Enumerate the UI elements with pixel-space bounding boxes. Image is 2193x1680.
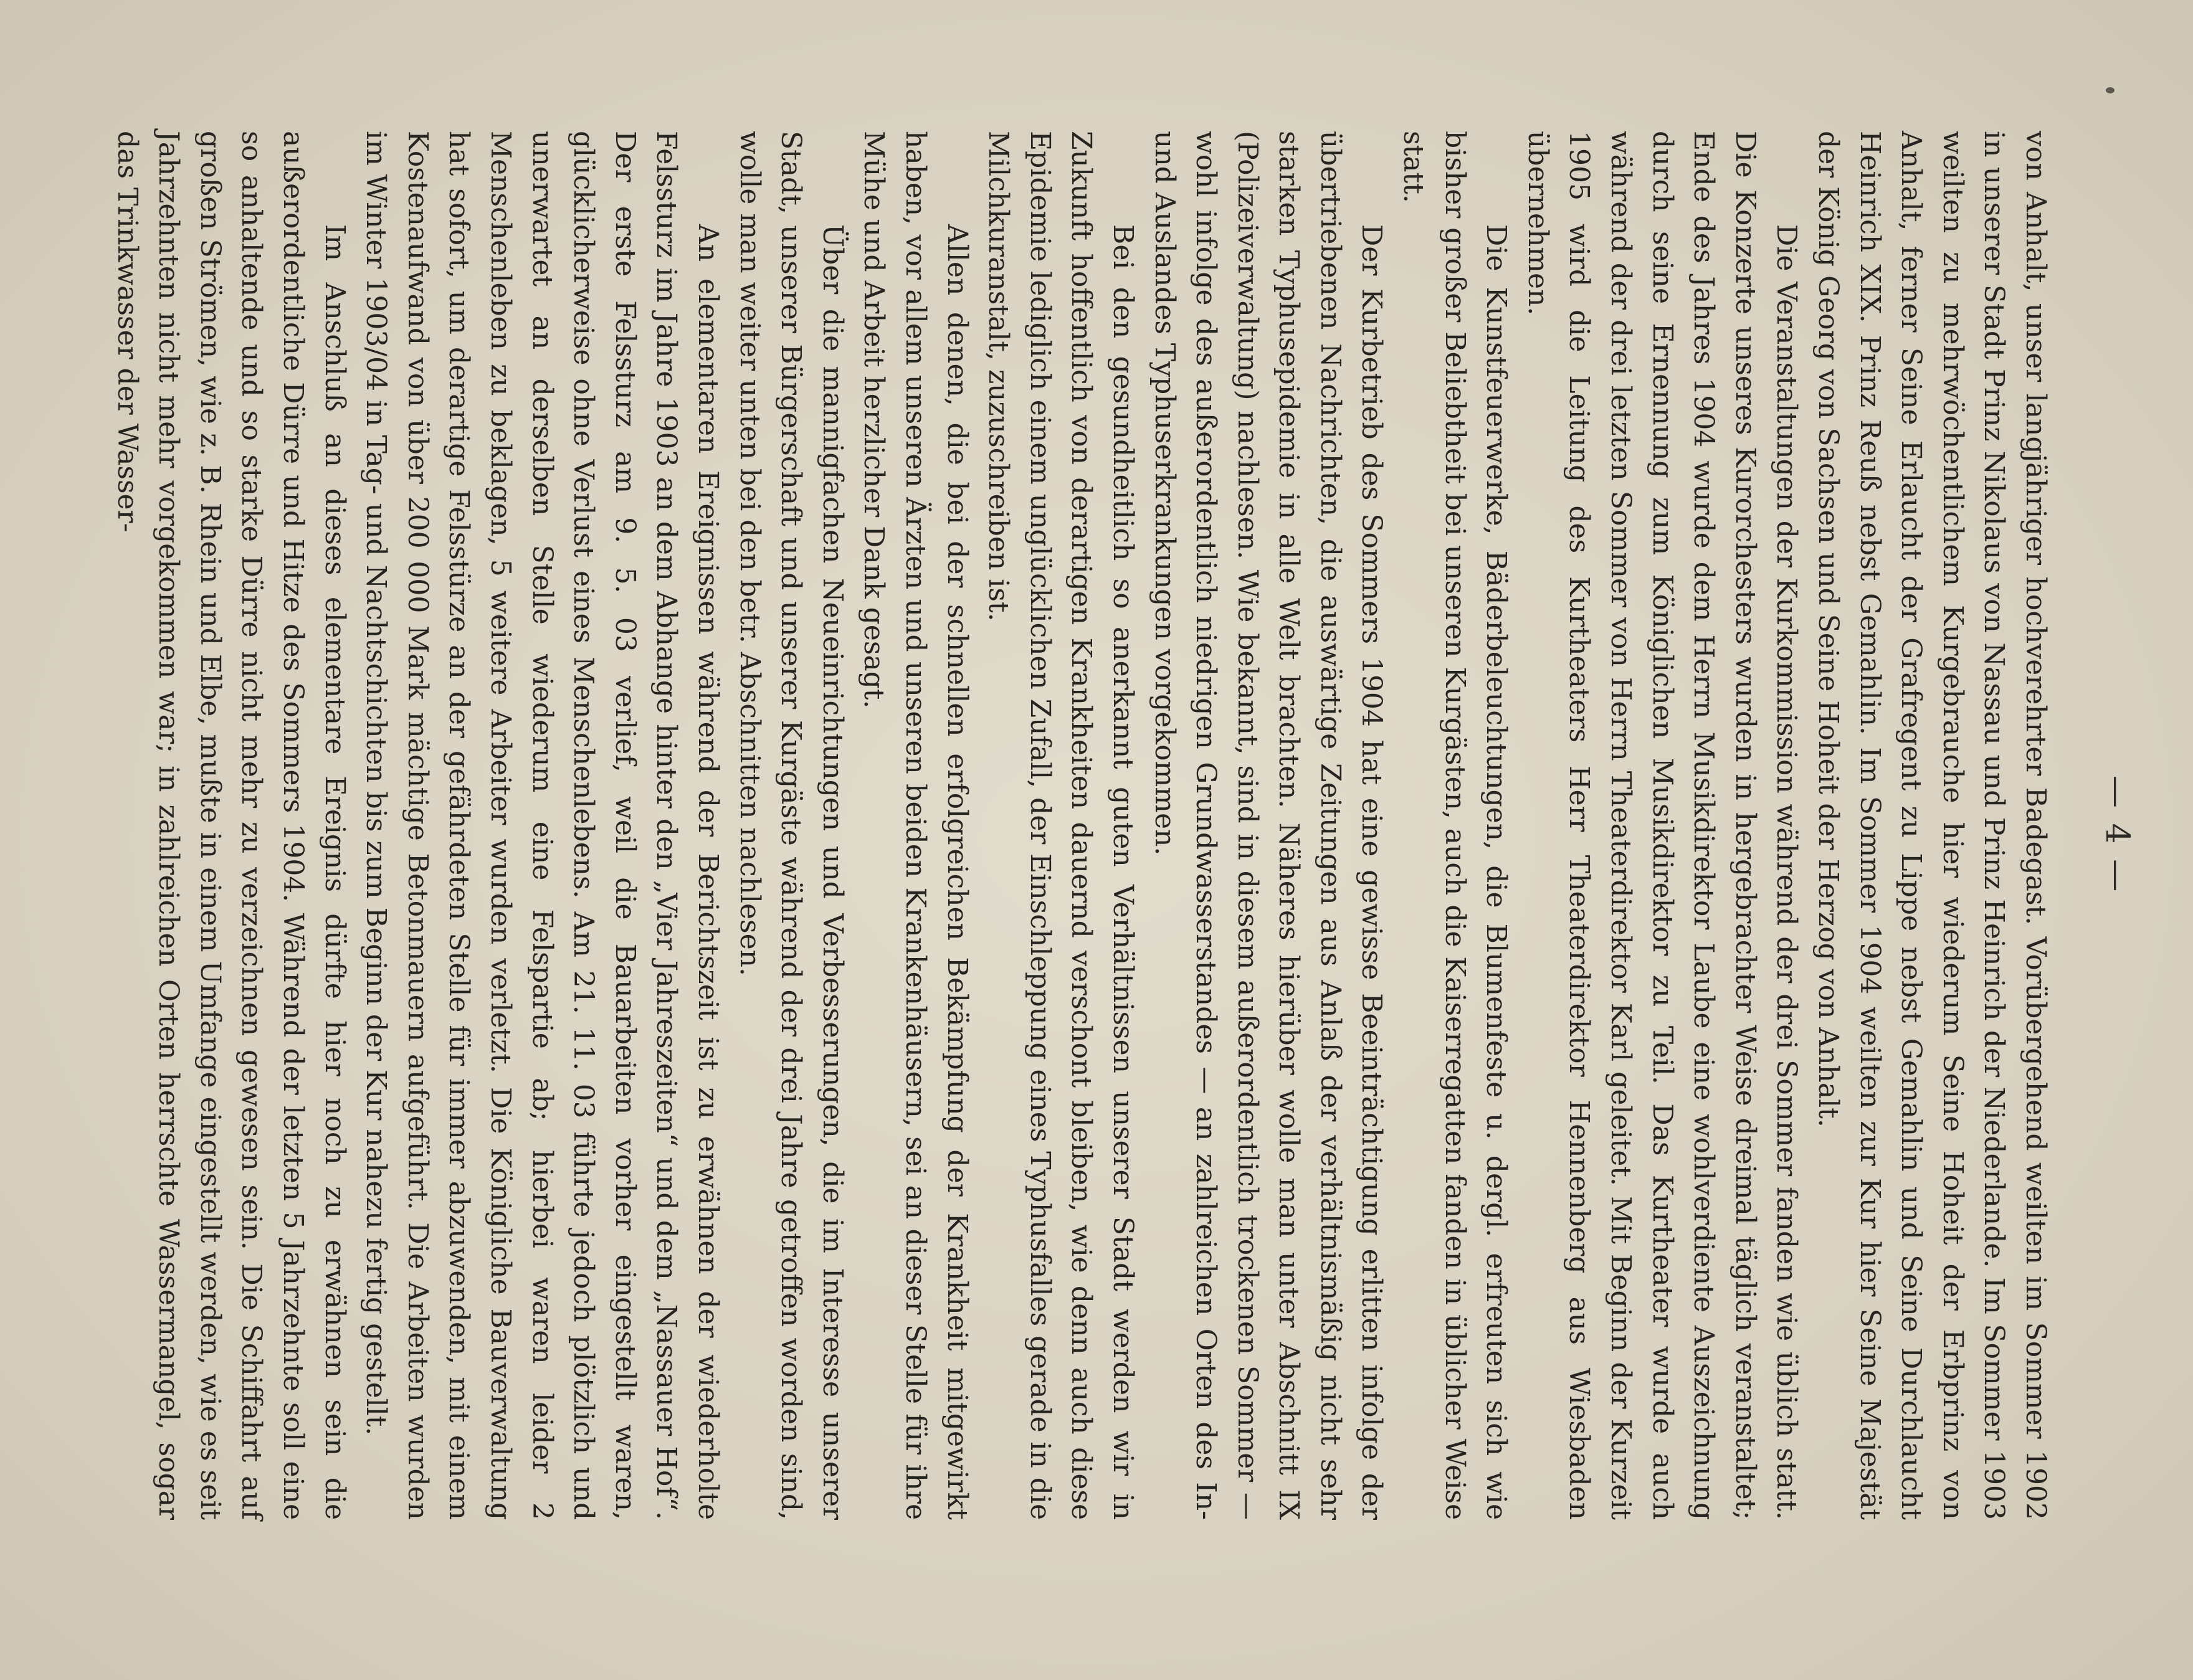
paragraph-7: Über die mannigfachen Neueinrichtungen und Verbesserungen, die im Interesse unserer Stadt, unserer Bürgerschaft und unserer Kurgäste während der drei Jahre getroffen worden sind, wolle man weiter unten bei den betr. Abschnitten nachlesen.	[733, 131, 849, 1520]
paragraph-6: Allen denen, die bei der schnellen erfolgreichen Bekämpfung der Krankheit mitgewirkt haben, vor allem unseren Ärzten und unseren beiden Krankenhäusern, sei an dieser Stelle für ihre Mühe und Arbeit herzlicher Dank gesagt.	[858, 131, 973, 1520]
paragraph-2: Die Veranstaltungen der Kurkommission während der drei Sommer fanden wie üblich statt. Die Konzerte unseres Kurorchesters wurden in hergebrachter Weise dreimal täglich veranstaltet; Ende des Jahres 1904 wurde dem Herrn Musikdirektor Laube eine wohlverdiente Auszeichnung durch seine Ernennung zum Königlichen Musikdirektor zu Teil. Das Kurtheater wurde auch während der drei letzten Sommer von Herrn Theaterdirektor Karl geleitet. Mit Beginn der Kurzeit 1905 wird die Leitung des Kurtheaters Herr Theaterdirektor Hennenberg aus Wiesbaden übernehmen.	[1521, 131, 1803, 1520]
paragraph-4: Der Kurbetrieb des Sommers 1904 hat eine gewisse Beeinträchtigung erlitten infolge der übertriebenen Nachrichten, die auswärtige Zeitungen aus Anlaß der verhältnismäßig nicht sehr starken Typhusepidemie in alle Welt brachten. Näheres hierüber wolle man unter Abschnitt IX (Polizeiverwaltung) nachlesen. Wie bekannt, sind in diesem außerordentlich trockenen Sommer — wohl infolge des außerordentlich niedrigen Grundwasserstandes — an zahlreichen Orten des In- und Auslandes Typhuserkrankungen vorgekommen.	[1148, 131, 1388, 1520]
body-text	[106, 131, 2056, 1520]
paragraph-1: von Anhalt, unser langjähriger hochverehrter Badegast. Vorübergehend weilten im Sommer 1902 in unserer Stadt Prinz Nikolaus von Nassau und Prinz Heinrich der Niederlande. Im Sommer 1903 weilten zu mehrwöchentlichem Kurgebrauche hier wiederum Seine Hoheit der Erbprinz von Anhalt, ferner Seine Erlaucht der Grafregent zu Lippe nebst Gemahlin und Seine Durchlaucht Heinrich XIX. Prinz Reuß nebst Gemahlin. Im Sommer 1904 weilten zur Kur hier Seine Majestät der König Georg von Sachsen und Seine Hoheit der Herzog von Anhalt.	[1812, 131, 2052, 1520]
rotated-text-block	[111, 75, 2193, 1595]
paragraph-5: Bei den gesundheitlich so anerkannt guten Verhältnissen unserer Stadt werden wir in Zukunft hoffentlich von derartigen Krankheiten dauernd verschont bleiben, wie denn auch diese Epidemie lediglich einem unglücklichen Zufall, der Einschleppung eines Typhusfalles gerade in die Milchkuranstalt, zuzuschreiben ist.	[982, 131, 1139, 1520]
paragraph-8: An elementaren Ereignissen während der Berichtszeit ist zu erwähnen der wiederholte Felssturz im Jahre 1903 an dem Abhange hinter den „Vier Jahreszeiten“ und dem „Nassauer Hof“. Der erste Felssturz am 9. 5. 03 verlief, weil die Bauarbeiten vorher eingestellt waren, glücklicherweise ohne Verlust eines Menschenlebens. Am 21. 11. 03 führte jedoch plötzlich und unerwartet an derselben Stelle wiederum eine Felspartie ab; hierbei waren leider 2 Menschenleben zu beklagen, 5 weitere Arbeiter wurden verletzt. Die Königliche Bauverwaltung hat sofort, um derartige Felsstürze an der gefährdeten Stelle für immer abzuwenden, mit einem Kostenaufwand von über 200 000 Mark mächtige Betonmauern aufgeführt. Die Arbeiten wurden im Winter 1903/04 in Tag- und Nachtschichten bis zum Beginn der Kur nahezu fertig gestellt.	[360, 131, 724, 1520]
paragraph-9: Im Anschluß an dieses elementare Ereignis dürfte hier noch zu erwähnen sein die außerordentliche Dürre und Hitze des Sommers 1904. Während der letzten 5 Jahrzehnte soll eine so anhaltende und so starke Dürre nicht mehr zu verzeichnen gewesen sein. Die Schiffahrt auf großen Strömen, wie z. B. Rhein und Elbe, mußte in einem Umfange eingestellt werden, wie es seit Jahrzehnten nicht mehr vorgekommen war; in zahlreichen Orten herrschte Wassermangel, sogar das Trinkwasser der Wasser-	[111, 131, 351, 1520]
page-number: — 4 —	[2098, 775, 2136, 895]
paragraph-3: Die Kunstfeuerwerke, Bäderbeleuchtungen, die Blumenfeste u. dergl. erfreuten sich wie bisher großer Beliebtheit bei unseren Kurgästen, auch die Kaiserregatten fanden in üblicher Weise statt.	[1397, 131, 1513, 1520]
